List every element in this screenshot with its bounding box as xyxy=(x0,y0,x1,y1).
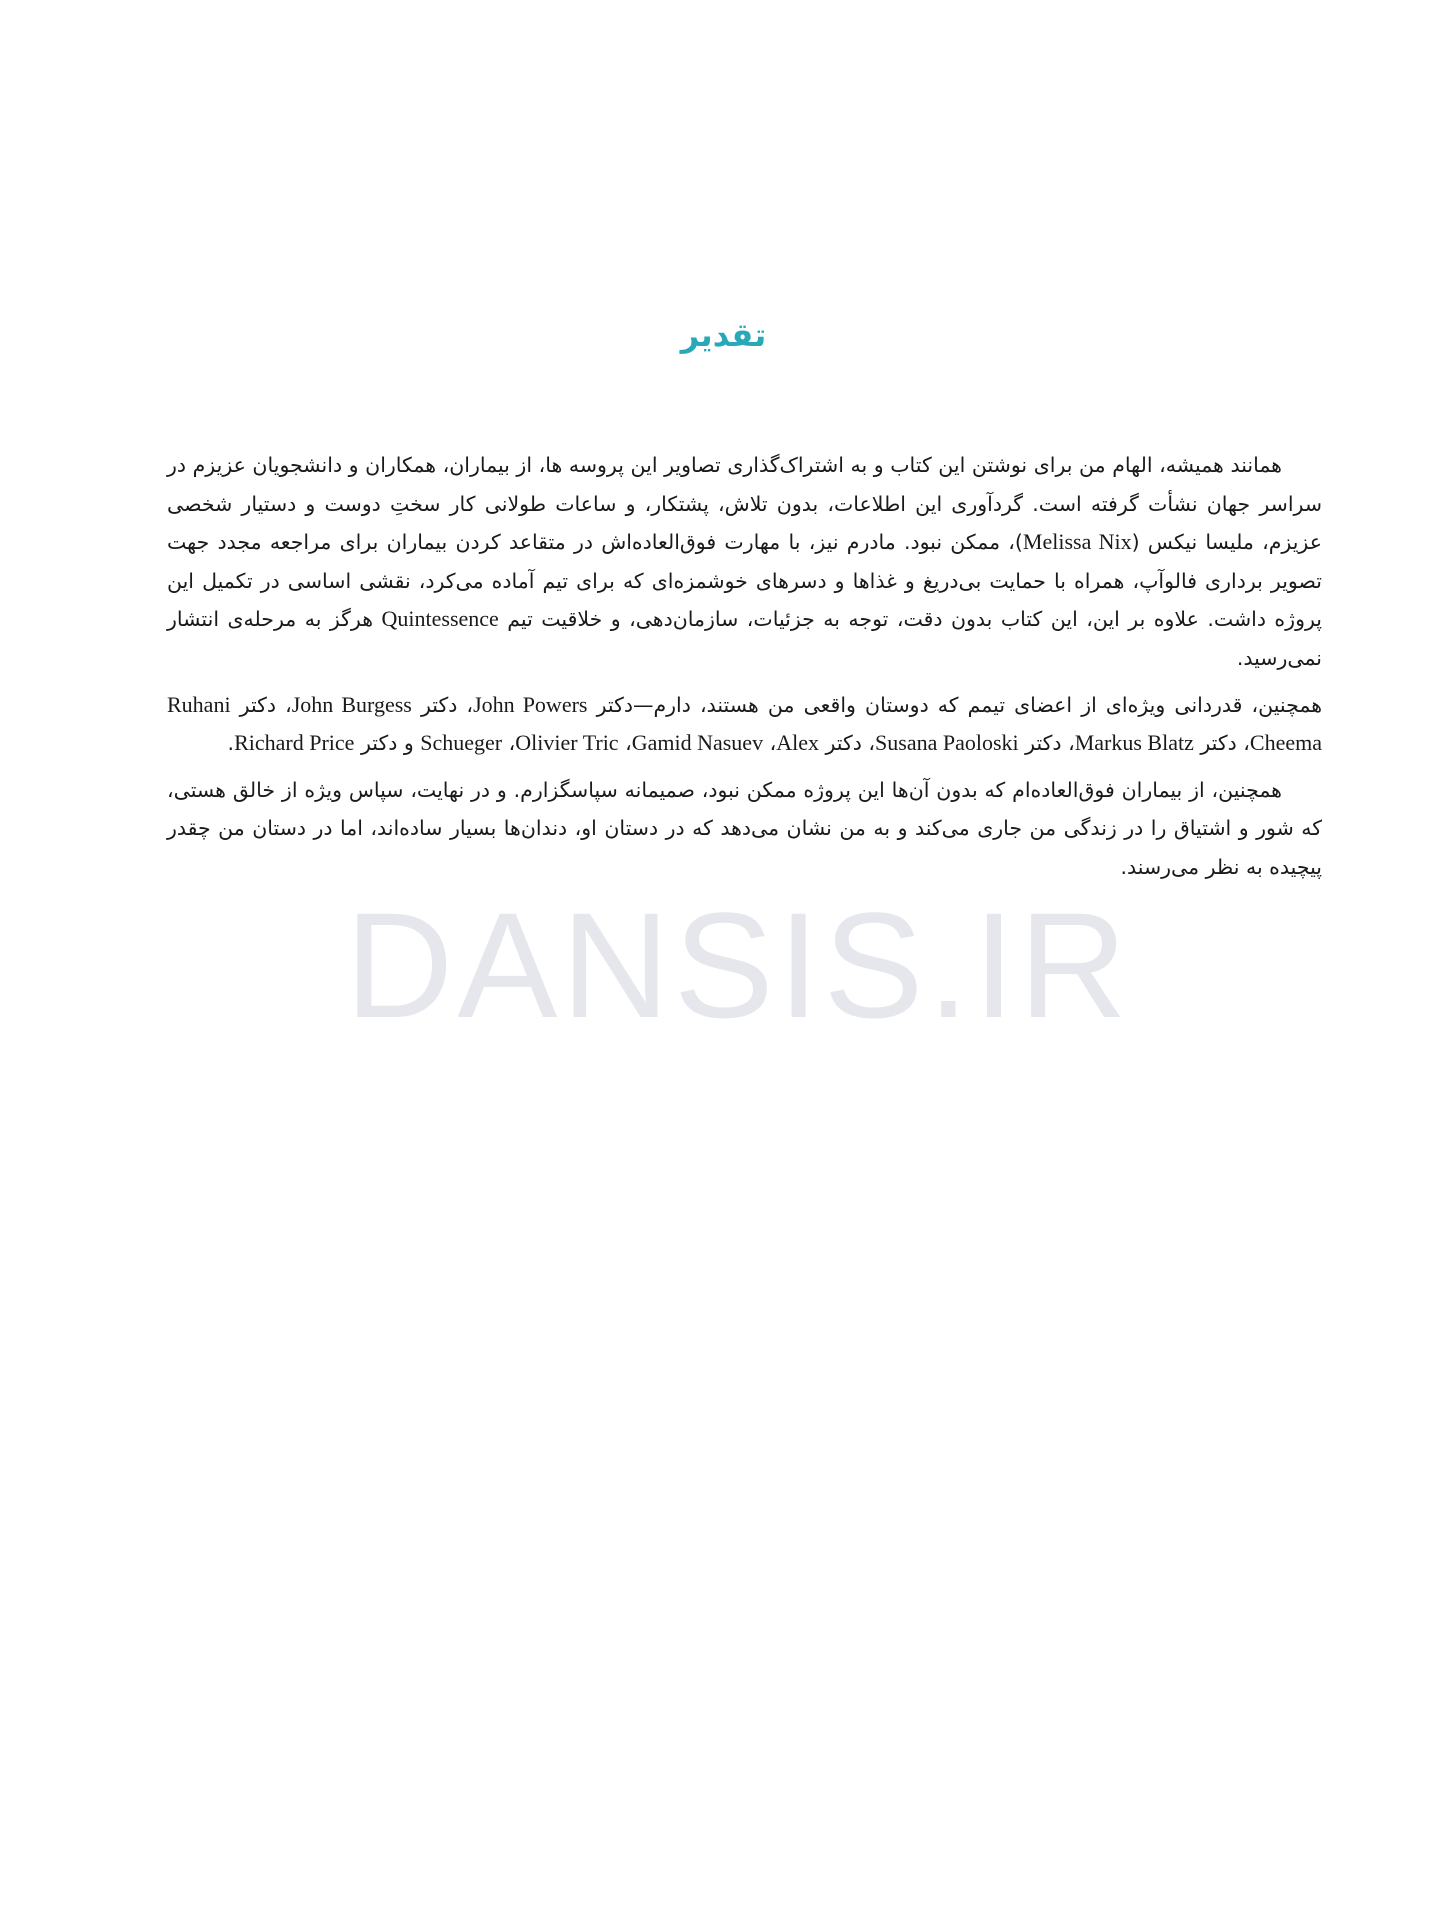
paragraph-2-text-a: همچنین، قدردانی ویژه‌ای از اعضای تیمم که دوستان واقعی من هستند، دارم—دکتر xyxy=(587,692,1323,717)
paragraph-3: همچنین، از بیماران فوق‌العاده‌ام که بدون آن‌ها این پروژه ممکن نبود، صمیمانه سپاسگزارم. و در نهایت، سپاس ویژه از خالق هستی، که شور و اشتیاق را در زندگی من جاری می‌کند و به من نشان می‌دهد که در دستان او، دندان‌ها بسیار ساده‌اند، اما در دستان من چقدر پیچیده به نظر می‌رسند. xyxy=(167,777,1322,879)
page-title: تقدیر xyxy=(680,316,767,354)
paragraph-2-text-e: ، دکتر xyxy=(1018,731,1075,756)
paragraph-2-text-c: ، دکتر xyxy=(230,692,292,717)
name-markus-blatz: Markus Blatz xyxy=(1074,730,1194,756)
acknowledgment-body xyxy=(167,446,1322,895)
paragraph-1-text-c: هرگز به مرحله‌ی انتشار نمی‌رسید. xyxy=(167,607,1322,670)
paragraph-2-text-f: ، دکتر xyxy=(818,731,876,756)
name-alex: Alex xyxy=(776,730,819,756)
paragraph-2-text-b: ، دکتر xyxy=(411,692,474,717)
paragraph-2-text-d: ، دکتر xyxy=(1193,731,1250,756)
name-john-burgess: John Burgess xyxy=(291,691,412,717)
paragraph-2-text-j: و دکتر xyxy=(354,731,421,756)
watermark: DANSIS.IR xyxy=(345,881,1132,1049)
name-ruhani-cheema: Ruhani Cheema xyxy=(167,691,1322,756)
name-richard-price: Richard Price xyxy=(234,730,355,756)
name-melissa-nix: Melissa Nix xyxy=(1022,529,1132,555)
name-susana-paoloski: Susana Paoloski xyxy=(875,730,1019,756)
name-gamid-nasuev: Gamid Nasuev xyxy=(631,730,764,756)
paragraph-2 xyxy=(167,686,1322,763)
name-olivier-tric: Olivier Tric xyxy=(515,730,619,756)
name-schueger: Schueger xyxy=(420,730,503,756)
paragraph-1-text-a: همانند همیشه، الهام من برای نوشتن این کتاب و به اشتراک‌گذاری تصاویر این پروسه ها، از بیماران، همکاران و دانشجویان عزیزم در سراسر جهان نشأت گرفته است. گردآوری این اطلاعات، بدون تلاش، پشتکار، و ساعات طولانی کار سختِ دوست و دستیار شخصی عزیزم، ملیسا نیکس ( xyxy=(167,453,1322,555)
paragraph-1 xyxy=(167,446,1322,678)
paragraph-2-text-g: ، xyxy=(763,731,777,756)
paragraph-2-text-h: ، xyxy=(618,731,632,756)
paragraph-2-text-i: ، xyxy=(502,731,516,756)
name-john-powers: John Powers xyxy=(473,691,588,717)
paragraph-1-text-b: )، ممکن نبود. مادرم نیز، با مهارت فوق‌العاده‌اش در متقاعد کردن بیماران برای مراجعه مجدد جهت تصویر برداری فالوآپ، همراه با حمایت بی‌دریغ و غذاها و دسرهای خوشمزه‌ای که برای تیم آماده می‌کرد، نقشی اساسی در تکمیل این پروژه داشت. علاوه بر این، این کتاب بدون دقت، توجه به جزئیات، سازمان‌دهی، و خلاقیت تیم xyxy=(167,530,1322,632)
paragraph-2-text-k: . xyxy=(227,731,235,756)
name-quintessence: Quintessence xyxy=(381,606,499,632)
